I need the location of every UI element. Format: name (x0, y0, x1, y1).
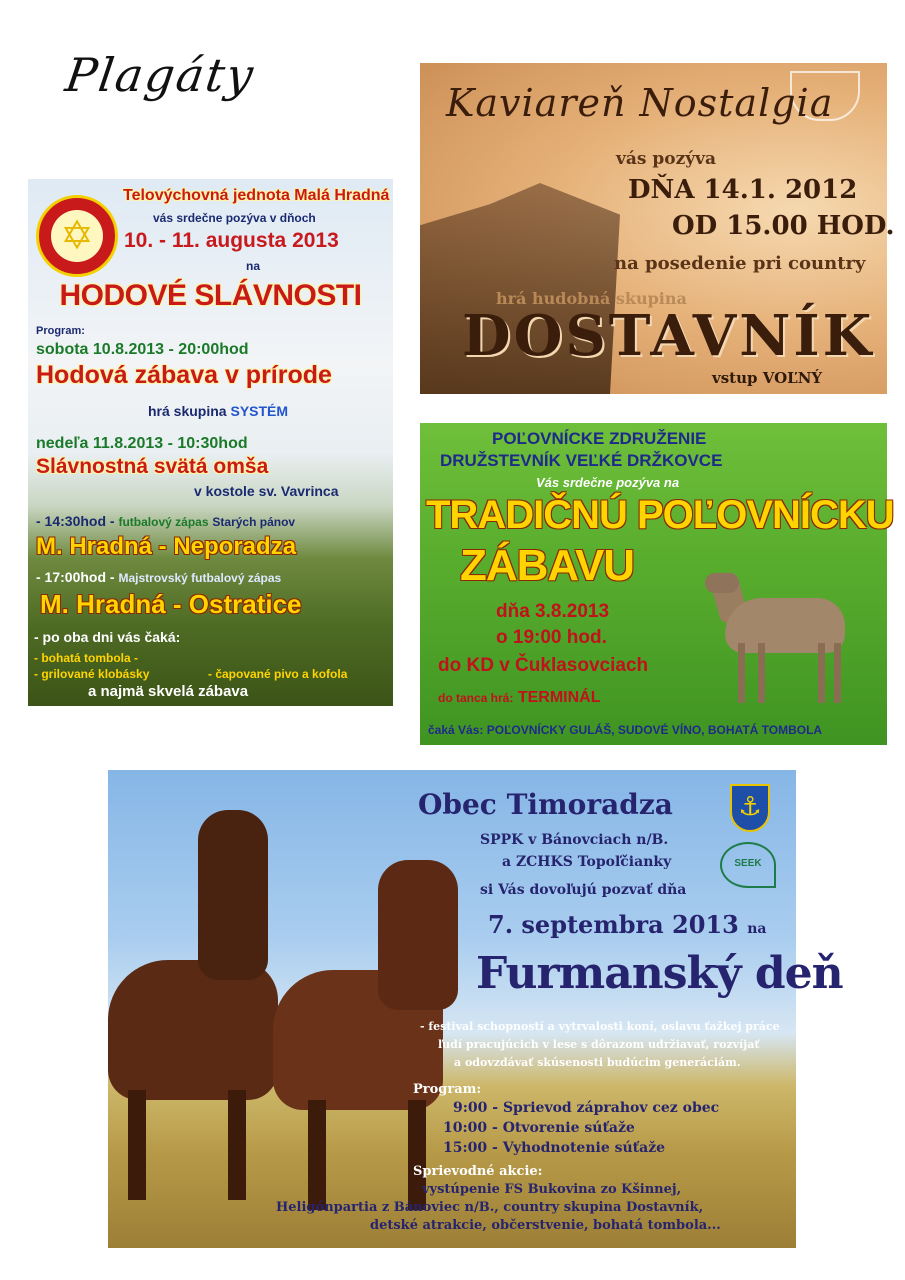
poster-hodove-slavnosti (28, 179, 393, 706)
church-line: v kostole sv. Vavrinca (194, 483, 339, 499)
event-title: Furmanský deň (476, 948, 843, 999)
cafe-event: na posedenie pri country (614, 253, 866, 274)
seek-logo-icon: SEEK (720, 842, 776, 888)
program-item: 15:00 - Vyhodnotenie súťaže (443, 1140, 666, 1156)
match2-desc: Majstrovský futbalový zápas (118, 571, 282, 585)
cafe-name: Kaviareň Nostalgia (446, 81, 834, 125)
band-name: SYSTÉM (230, 403, 289, 419)
cafe-time: OD 15.00 HOD. (672, 211, 895, 241)
awaits-line (428, 723, 822, 737)
poster-na: na (246, 259, 261, 273)
municipality-crest-icon: ⚓ (730, 784, 770, 832)
event-date-text: 7. septembra 2013 (488, 910, 739, 939)
poster-furmansky-den (108, 770, 843, 1248)
dance-prefix: do tanca hrá: (438, 691, 514, 705)
event-date: dňa 3.8.2013 (496, 601, 610, 622)
match2-line (36, 569, 281, 585)
side-label: Sprievodné akcie: (413, 1164, 543, 1179)
match1-note: Starých pánov (212, 515, 296, 529)
awaits-items: POĽOVNÍCKY GULÁŠ, SUDOVÉ VÍNO, BOHATÁ TOMBOLA (486, 723, 823, 737)
desc-line2: ľudí pracujúcich v lese s dôrazom udržiavať, rozvíjať (438, 1038, 760, 1051)
side-line3: detské atrakcie, občerstvenie, bohatá tombola... (370, 1218, 721, 1233)
program-item: 9:00 - Sprievod záprahov cez obec (453, 1100, 720, 1116)
match2-time: - 17:00hod - (36, 569, 115, 585)
poster-org: Telovýchovná jednota Malá Hradná (123, 187, 390, 204)
desc-line1: - festival schopností a vytrvalosti koní, oslavu ťažkej práce (420, 1020, 780, 1033)
match1-desc: futbalový zápas (118, 515, 209, 529)
item-sausages: - grilované klobásky (34, 667, 150, 681)
title-line1: TRADIČNÚ POĽOVNÍCKU (426, 493, 894, 537)
org-line1: POĽOVNÍCKE ZDRUŽENIE (492, 429, 707, 448)
page-title: Plagáty (62, 48, 259, 102)
poster-dates: 10. - 11. augusta 2013 (124, 229, 339, 252)
entry-free: vstup VOĽNÝ (712, 369, 823, 387)
dance-band: TERMINÁL (517, 689, 601, 706)
fun-line: a najmä skvelá zábava (88, 683, 249, 700)
cafe-date: DŇA 14.1. 2012 (628, 175, 858, 205)
band-intro: hrá hudobná skupina (496, 289, 687, 308)
event-date-na: na (747, 921, 767, 937)
item-tombola: - bohatá tombola - (34, 651, 138, 665)
match1-time: - 14:30hod - (36, 513, 115, 529)
band-prefix: hrá skupina (148, 403, 227, 419)
mass-event: Slávnostná svätá omša (36, 455, 269, 478)
poster-invite: vás srdečne pozýva v dňoch (153, 211, 316, 225)
both-days: - po oba dni vás čaká: (34, 629, 181, 645)
desc-line3: a odovzdávať skúsenosti budúcim generáciám. (454, 1056, 741, 1069)
poster-polovnicka-zabava (420, 423, 894, 745)
invite-line: Vás srdečne pozýva na (536, 475, 680, 490)
match1-line (36, 513, 295, 529)
band-line (148, 403, 288, 419)
event-date (488, 910, 766, 939)
poster-kaviaren-nostalgia (420, 63, 895, 394)
sunday-line: nedeľa 11.8.2013 - 10:30hod (36, 435, 248, 452)
club-emblem-icon: ✡ (36, 195, 118, 277)
item-beer: - čapované pivo a kofola (208, 667, 348, 681)
municipality-name: Obec Timoradza (418, 788, 673, 821)
program-item: 10:00 - Otvorenie súťaže (443, 1120, 635, 1136)
awaits-prefix: čaká Vás: (428, 723, 484, 737)
org-line1: SPPK v Bánovciach n/B. (480, 832, 669, 848)
program-label: Program: (36, 325, 85, 337)
side-line1: vystúpenie FS Bukovina zo Kšinnej, (422, 1182, 682, 1197)
saturday-event: Hodová zábava v prírode (36, 361, 332, 389)
dance-line (438, 689, 600, 707)
band-name: DOSTAVNÍK (462, 303, 875, 369)
saturday-line: sobota 10.8.2013 - 20:00hod (36, 341, 249, 358)
match2: M. Hradná - Ostratice (40, 589, 302, 619)
title-line2: ZÁBAVU (460, 541, 635, 590)
match1: M. Hradná - Neporadza (36, 533, 297, 560)
event-time: o 19:00 hod. (496, 627, 607, 648)
org-line2: DRUŽSTEVNÍK VEĽKÉ DRŽKOVCE (440, 451, 723, 470)
invite-line: si Vás dovoľujú pozvať dňa (480, 882, 687, 898)
side-line2: Heligónpartia z Bánoviec n/B., country skupina Dostavník, (276, 1200, 704, 1215)
program-label: Program: (413, 1082, 482, 1097)
cafe-invites: vás pozýva (616, 149, 717, 169)
org-line2: a ZCHKS Topoľčianky (502, 854, 672, 870)
poster-title: HODOVÉ SLÁVNOSTI (59, 279, 362, 312)
event-place: do KD v Čuklasovciach (438, 655, 649, 676)
